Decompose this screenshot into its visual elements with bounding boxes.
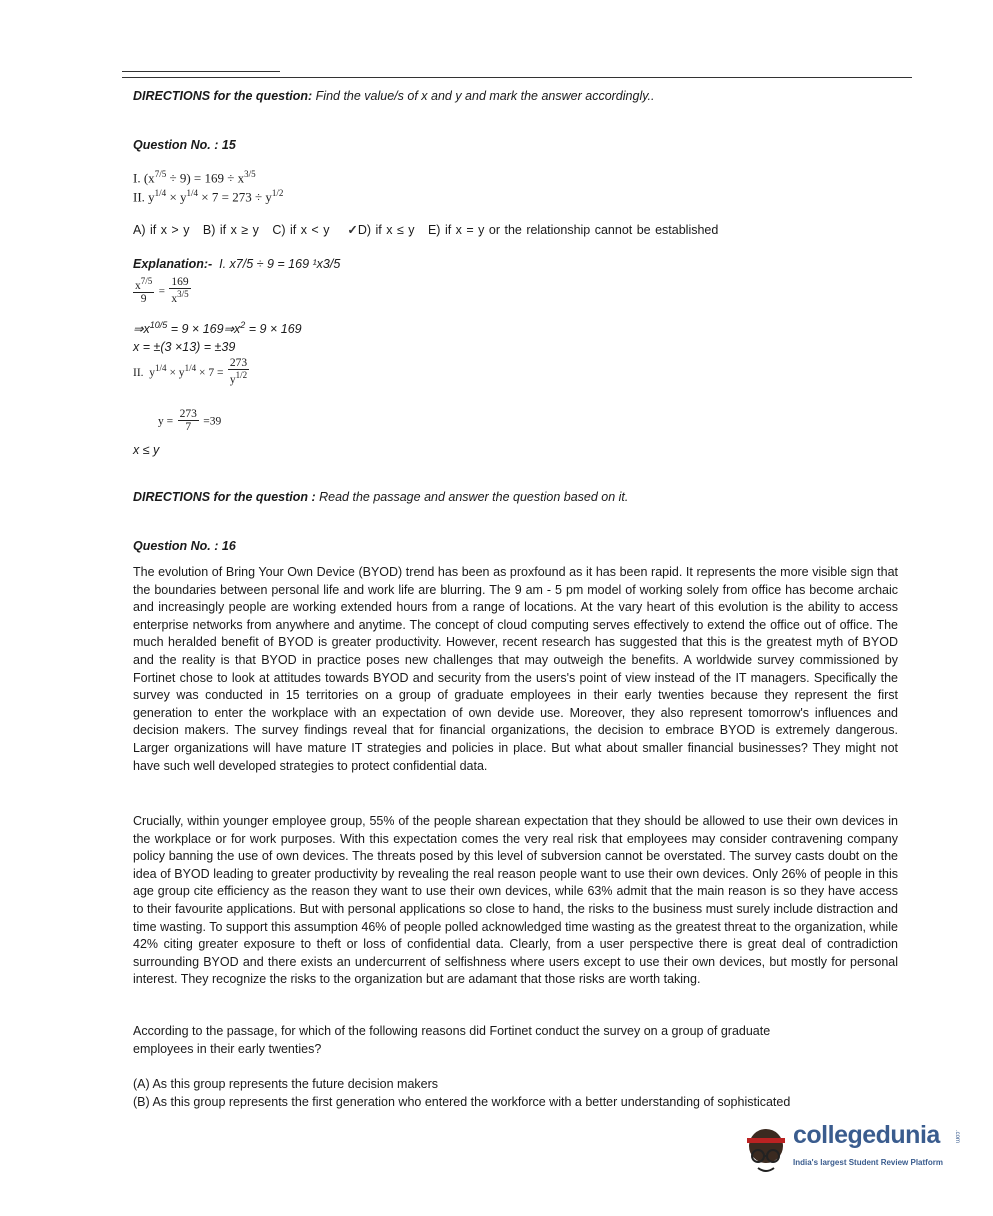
q16-option-b[interactable]: (B) As this group represents the first generation who entered the workforce with a better understanding of sophisticated <box>133 1095 791 1109</box>
q16-question: According to the passage, for which of the following reasons did Fortinet conduct the survey on a group of graduate employees in their early twenties? <box>133 1024 771 1056</box>
expl-eq2-step: II. $y^{1/4} \times y^{1/4} \times 7$ = $\frac{273}{y^{1/2}}$ <box>133 357 248 386</box>
q16-option-a[interactable]: (A) As this group represents the future decision makers <box>133 1077 439 1091</box>
logo-tagline: India's largest Student Review Platform <box>793 1158 943 1167</box>
option-b[interactable]: B) if x ≥ y <box>202 223 259 237</box>
q15-number: Question No. : 15 <box>133 138 236 152</box>
passage-paragraph-2: Crucially, within younger employee group, 55% of the people sharean expectation that they should be allowed to use their own devices in the workplace or for work purposes. With this expectation comes the very real risk that employees may consider contravening company policy banning the use of own devices. The threats posed by this level of subversion cannot be overstated. The survey casts doubt on the idea of BYOD leading to greater productivity by revealing the real reason people want to use their own devices. Only 26% of people in this age group cite efficiency as the reason they want to use their own devices, while 63% admit that the main reason is so they have access to their favourite applications. But with personal applications so close to hand, the risks to the business must surely include distraction and time wasting. To support this assumption 46% of people polled acknowledged time wasting as the greatest threat to the organization, while 42% citing greater exposure to theft or loss of confidential data. Clearly, from a user perspective there is great deal of contradiction surrounding BYOD and there exists an undercurrent of selfishness where users except to use their own devices, but mostly for personal interest. They recognize the risks to the organization but are adamant that those risks are worth taking. <box>133 814 898 987</box>
option-c[interactable]: C) if x < y <box>272 223 330 237</box>
option-e[interactable]: E) if x = y or the relationship cannot be established <box>427 223 719 237</box>
expl-y-value: y = $\frac{273}{7}$ =39 <box>158 408 222 433</box>
option-d[interactable]: D) if x ≤ y <box>357 223 415 237</box>
q15-explanation-heading: Explanation:- I. x7/5 ÷ 9 = 169 ¹x3/5 <box>133 257 341 271</box>
passage-paragraph-1: The evolution of Bring Your Own Device (BYOD) trend has been as proxfound as it has been rapid. It represents the more visible sign that the boundaries between personal life and work life are blurring. The 9 am - 5 pm model of working solely from office has become archaic and increasingly people are working extended hours from a range of locations. At the vary heart of this evolution is the ability to access enterprise networks from anywhere and anytime. The concept of cloud computing serves effectively to extend the office out of office. The much heralded benefit of BYOD is greater productivity. However, recent research has suggested that this is the greatest myth of BYOD and the reality is that BYOD in practice poses new challenges that may outweigh the benefits. A worldwide survey commissioned by Fortinet chose to look at attitudes towards BYOD and security from the users's point of view instead of the IT managers. Specifically the survey was conducted in 15 territories on a group of graduate employees in their early twenties because they represent the first generation to enter the workplace with an expectation of own devide use. Moreover, they also represent tomorrow's influences and decision makers. The survey findings reveal that for financial organizations, the decision to embrace BYOD is extremely dangerous. Larger organizations will have mature IT strategies and policies in place. But what about smaller financial businesses? They might not have such well developed strategies to protect confidential data. <box>133 565 898 773</box>
expl-power-step: $\Rightarrow x^{10/5} = 9$ × $169\Rightarrow x^2 = 9 \times 169$ <box>133 320 302 337</box>
expl-x-value: x = ±(3 ×13) = ±39 <box>133 340 236 354</box>
q15-equation-2: II. $y^{1/4} \times y^{1/4} \times 7 = 273 \div y^{1/2}$ <box>133 188 284 205</box>
expl-conclusion: x ≤ y <box>133 443 160 457</box>
q15-directions: DIRECTIONS for the question: Find the value/s of x and y and mark the answer accordingly.. <box>133 89 655 103</box>
logo-name: collegedunia <box>793 1121 940 1149</box>
header-rule-short <box>122 71 280 72</box>
q16-directions: DIRECTIONS for the question : Read the passage and answer the question based on it. <box>133 490 629 504</box>
expl-fraction-step: $\frac{x^{7/5}}{9}$ = $\frac{169}{x^{3/5}}$ <box>135 276 189 305</box>
q15-options <box>133 222 718 237</box>
logo-com: .com <box>954 1130 960 1144</box>
q15-equation-1: I. $(x^{7/5} \div 9) = 169 \div x^{3/5}$ <box>133 169 256 186</box>
q16-number: Question No. : 16 <box>133 539 236 553</box>
header-rule <box>122 77 912 78</box>
correct-check-icon: ✓ <box>347 223 358 237</box>
option-a[interactable]: A) if x > y <box>133 223 190 237</box>
